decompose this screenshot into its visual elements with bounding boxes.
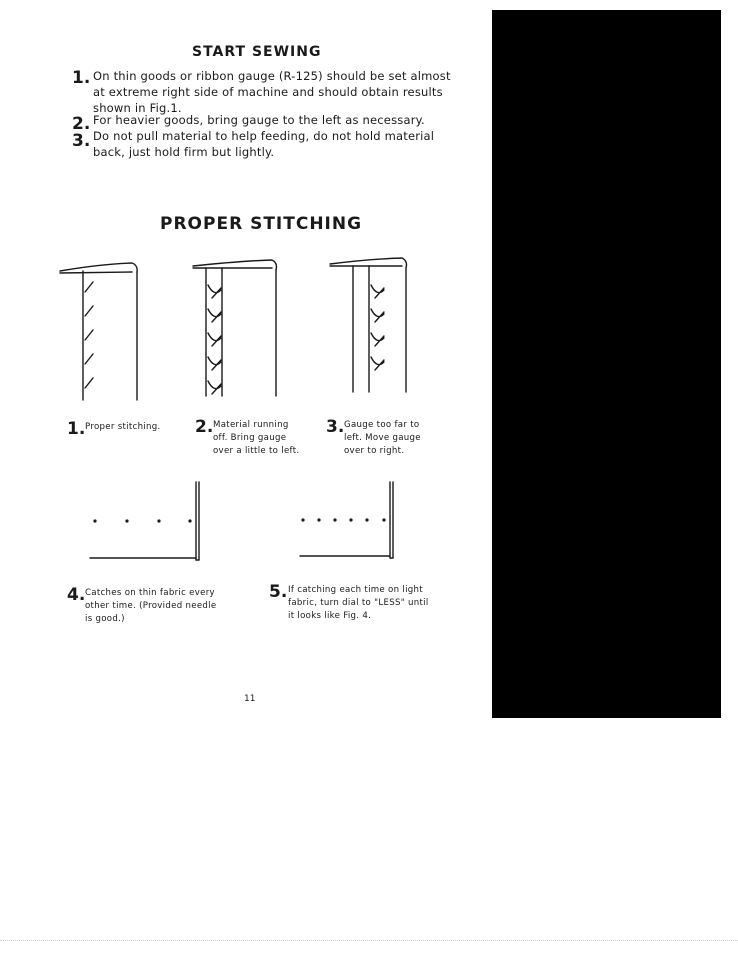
fig-number-4: 4. xyxy=(67,585,86,605)
item-number-3: 3. xyxy=(72,131,91,151)
figure-1-illustration xyxy=(60,263,137,400)
figure-5-illustration xyxy=(300,482,393,558)
fig-number-1: 1. xyxy=(67,419,86,439)
page-number: 11 xyxy=(244,694,256,704)
item-number-2: 2. xyxy=(72,114,91,134)
start-item-1-text: On thin goods or ribbon gauge (R-125) should be set almost at extreme right side of machine and should obtain results shown in Fig.1. xyxy=(93,69,451,115)
start-item-3-text: Do not pull material to help feeding, do not hold material back, just hold firm but lightly. xyxy=(93,129,435,159)
fig-5-caption: If catching each time on light fabric, turn dial to "LESS" until it looks like Fig. 4. xyxy=(288,585,429,621)
fig-4-caption: Catches on thin fabric every other time. (Provided needle is good.) xyxy=(85,588,217,624)
start-item-2-text: For heavier goods, bring gauge to the left as necessary. xyxy=(93,113,425,127)
fig-3-caption: Gauge too far to left. Move gauge over to right. xyxy=(344,420,421,456)
footer-divider xyxy=(0,940,738,941)
proper-stitching-title: PROPER STITCHING xyxy=(160,214,363,234)
fig-2-caption: Material running off. Bring gauge over a little to left. xyxy=(213,420,300,456)
start-sewing-title: START SEWING xyxy=(192,44,322,60)
fig-number-2: 2. xyxy=(195,417,214,437)
fig-number-5: 5. xyxy=(269,582,288,602)
item-number-1: 1. xyxy=(72,68,91,88)
figure-4-illustration xyxy=(90,482,199,560)
fig-number-3: 3. xyxy=(326,417,345,437)
figure-3-illustration xyxy=(330,258,407,392)
fig-1-caption: Proper stitching. xyxy=(85,422,161,432)
figure-2-illustration xyxy=(193,260,277,396)
